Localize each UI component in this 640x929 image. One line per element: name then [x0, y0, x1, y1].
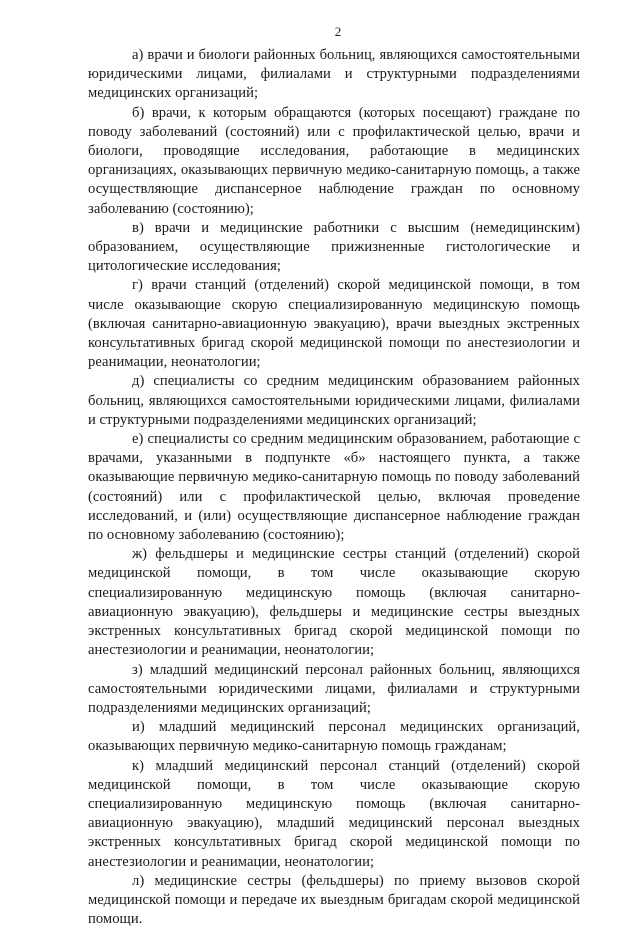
list-item-b: б) врачи, к которым обращаются (которых посещают) граждане по поводу заболеваний (состояний) или с профилактической целью, врачи и биологи, проводящие исследования, работающие в медицинских организациях, оказывающих первичную медико-санитарную помощь, а также осуществляющие диспансерное наблюдение граждан по основному заболеванию (состоянию);	[88, 104, 580, 217]
list-item-e: е) специалисты со средним медицинским образованием, работающие с врачами, указанными в подпункте «б» настоящего пункта, а также оказывающие первичную медико-санитарную помощь по поводу заболеваний (состояний) или с профилактической целью, включая проведение исследований, и (или) осуществляющие диспансерное наблюдение граждан по основному заболеванию (состоянию);	[88, 431, 580, 544]
document-page	[88, 24, 580, 929]
list-item-i: и) младший медицинский персонал медицинских организаций, оказывающих первичную медико-санитарную помощь гражданам;	[88, 719, 580, 755]
list-item-a: а) врачи и биологи районных больниц, являющихся самостоятельными юридическими лицами, филиалами и структурными подразделениями медицинских организаций;	[88, 47, 580, 102]
page-number: 2	[334, 24, 342, 39]
list-item-z: з) младший медицинский персонал районных больниц, являющихся самостоятельными юридическими лицами, филиалами и структурными подразделениями медицинских организаций;	[88, 661, 580, 716]
list-item-v: в) врачи и медицинские работники с высшим (немедицинским) образованием, осуществляющие прижизненные гистологические и цитологические исследования;	[88, 219, 580, 275]
list-item-l: л) медицинские сестры (фельдшеры) по приему вызовов скорой медицинской помощи и передаче их выездным бригадам скорой медицинской помощи.	[88, 872, 580, 928]
list-item-d: д) специалисты со средним медицинским образованием районных больниц, являющихся самостоятельными юридическими лицами, филиалами и структурными подразделениями медицинских организаций;	[88, 373, 580, 428]
list-item-k: к) младший медицинский персонал станций (отделений) скорой медицинской помощи, в том числе оказывающие скорую специализированную медицинскую помощь (включая санитарно-авиационную эвакуацию), младший медицинский персонал выездных экстренных консультативных бригад скорой медицинской помощи по анестезиологии и реанимации, неонатологии;	[88, 757, 580, 870]
list-item-g: г) врачи станций (отделений) скорой медицинской помощи, в том числе оказывающие скорую специализированную медицинскую помощь (включая санитарно-авиационную эвакуацию), врачи выездных экстренных консультативных бригад скорой медицинской помощи по анестезиологии и реанимации, неонатологии;	[88, 277, 580, 371]
list-item-zh: ж) фельдшеры и медицинские сестры станций (отделений) скорой медицинской помощи, в том числе оказывающие скорую специализированную медицинскую помощь (включая санитарно-авиационную эвакуацию), фельдшеры и медицинские сестры выездных экстренных консультативных бригад скорой медицинской помощи по анестезиологии и реанимации, неонатологии;	[88, 546, 580, 659]
